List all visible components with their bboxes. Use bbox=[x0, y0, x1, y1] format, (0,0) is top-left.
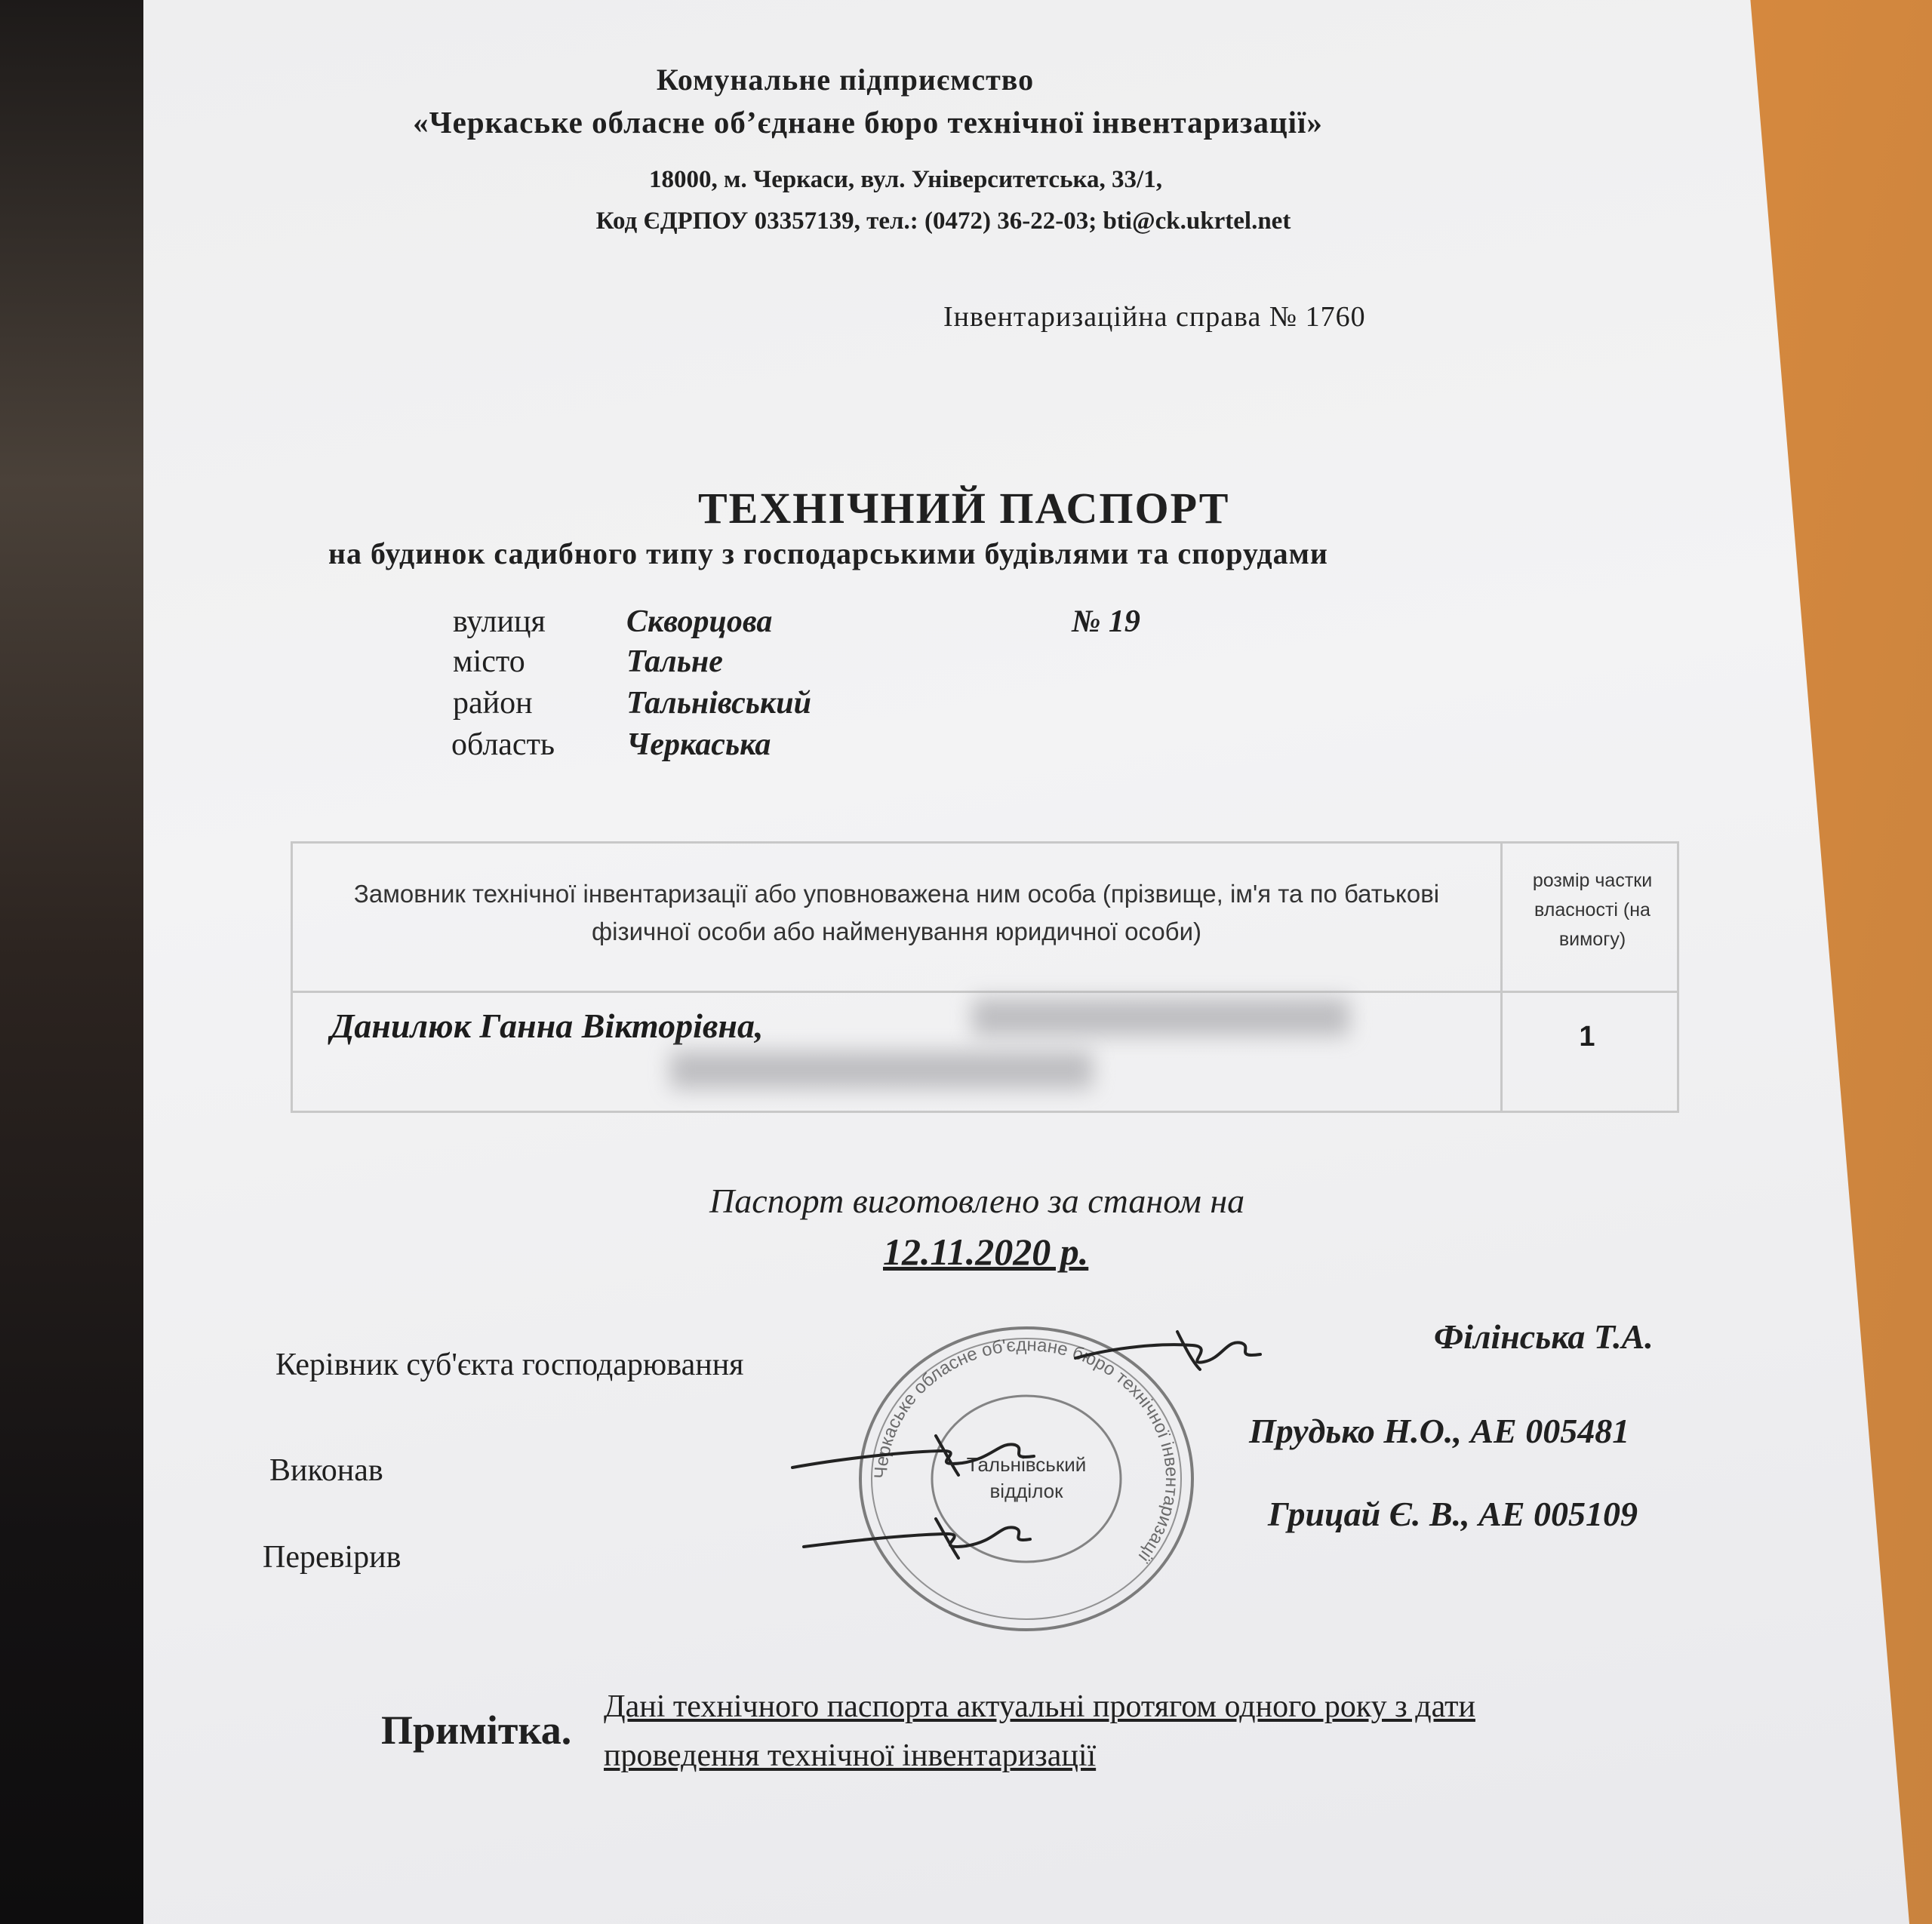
checked-role-label: Перевірив bbox=[263, 1540, 401, 1575]
document-subtitle: на будинок садибного типу з господарськими будівлями та спорудами bbox=[328, 536, 1328, 570]
checked-signature bbox=[800, 1513, 1034, 1566]
stamp-center-line1: Тальнівський bbox=[966, 1453, 1087, 1476]
org-name-line1: Комунальне підприємство bbox=[656, 63, 1035, 97]
stamp-center-line2: відділок bbox=[989, 1480, 1063, 1502]
district-value: Тальнівський bbox=[626, 686, 811, 721]
owner-column-header: Замовник технічної інвентаризації або уповноважена ним особа (прізвище, ім'я та по батькові фізичної особи або найменування юридичної особи) bbox=[353, 880, 1440, 945]
redacted-owner-name-1 bbox=[972, 998, 1349, 1036]
org-address-line2: Код ЄДРПОУ 03357139, тел.: (0472) 36-22-03; bti@ck.ukrtel.net bbox=[595, 207, 1291, 235]
executed-name: Прудько Н.О., АЕ 005481 bbox=[1249, 1412, 1630, 1450]
share-value-cell: 1 bbox=[1579, 1021, 1595, 1053]
executed-signature bbox=[789, 1430, 1038, 1483]
made-as-of-label: Паспорт виготовлено за станом на bbox=[709, 1182, 1245, 1220]
head-role-label: Керівник суб'єкта господарювання bbox=[275, 1348, 744, 1382]
executed-role-label: Виконав bbox=[269, 1453, 383, 1488]
dark-background-left bbox=[0, 0, 151, 1924]
note-text-line2: проведення технічної інвентаризації bbox=[604, 1738, 1097, 1773]
city-value: Тальне bbox=[626, 644, 723, 679]
house-number: № 19 bbox=[1072, 604, 1140, 639]
city-label: місто bbox=[453, 644, 525, 679]
redacted-owner-name-2 bbox=[670, 1051, 1093, 1089]
region-label: область bbox=[451, 727, 555, 762]
inventory-case-number: Інвентаризаційна справа № 1760 bbox=[943, 301, 1366, 333]
org-name-line2: «Черкаське обласне об’єднане бюро технічної інвентаризації» bbox=[413, 105, 1323, 140]
note-text-line1: Дані технічного паспорта актуальні протягом одного року з дати bbox=[604, 1689, 1475, 1724]
document-title: ТЕХНІЧНИЙ ПАСПОРТ bbox=[698, 484, 1230, 533]
head-signature bbox=[1072, 1324, 1268, 1377]
made-as-of-date: 12.11.2020 р. bbox=[883, 1231, 1089, 1273]
org-address-line1: 18000, м. Черкаси, вул. Університетська, 33/1, bbox=[649, 166, 1162, 193]
district-label: район bbox=[453, 686, 533, 721]
street-label: вулиця bbox=[453, 604, 546, 639]
street-value: Скворцова bbox=[626, 604, 773, 639]
table-row-divider bbox=[293, 991, 1677, 993]
share-column-header: розмір частки власності (на вимогу) bbox=[1532, 870, 1653, 950]
checked-name: Грицай Є. В., АЕ 005109 bbox=[1268, 1495, 1638, 1533]
table-column-divider bbox=[1500, 844, 1503, 1111]
region-value: Черкаська bbox=[626, 727, 771, 762]
head-name: Філінська Т.А. bbox=[1434, 1317, 1654, 1356]
owner-name-cell: Данилюк Ганна Вікторівна, bbox=[331, 1007, 764, 1045]
note-label: Примітка. bbox=[381, 1707, 572, 1753]
stamp-ring-text: Черкаське обласне об'єднане бюро технічної інвентаризації bbox=[870, 1334, 1183, 1567]
owner-table bbox=[291, 841, 1679, 1113]
